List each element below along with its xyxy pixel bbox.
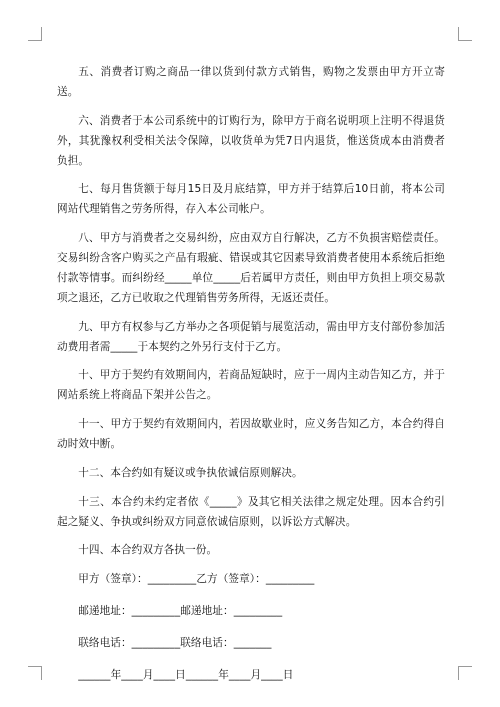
crop-mark-top-left-v xyxy=(41,27,42,41)
clause-10: 十、甲方于契约有效期间内，若商品短缺时，应于一周内主动告知乙方，并于网站系统上将商品下架并公告之。 xyxy=(57,369,445,402)
clause-9: 九、甲方有权参与乙方举办之各项促销与展览活动，需由甲方支付部份参加活动费用者需_____于本契约之外另行支付于乙方。 xyxy=(57,320,445,353)
crop-mark-bottom-left-v xyxy=(41,666,42,680)
clause-13: 十三、本合约未约定者依《_____》及其它相关法律之规定处理。因本合约引起之疑义、争执或纠纷双方同意依诚信原则，以诉讼方式解决。 xyxy=(57,495,445,528)
clause-7: 七、每月售货额于每月15日及月底结算，甲方并于结算后10日前，将本公司网站代理销售之劳务所得，存入本公司帐户。 xyxy=(57,183,445,216)
crop-mark-bottom-right-v xyxy=(458,666,459,680)
signature-line: 甲方（签章）：_________乙方（签章）：_________ xyxy=(78,572,315,585)
crop-mark-bottom-left-h xyxy=(28,666,42,667)
crop-mark-top-left-h xyxy=(28,40,42,41)
document-body xyxy=(57,62,445,697)
phone-line: 联络电话：_________联络电话：_______ xyxy=(78,636,272,649)
crop-mark-bottom-right-h xyxy=(458,666,472,667)
date-line: ______年____月____日______年____月____日 xyxy=(78,668,294,681)
clause-14: 十四、本合约双方各执一份。 xyxy=(78,544,218,557)
address-line: 邮递地址：_________邮递地址：_________ xyxy=(78,604,283,617)
clause-12: 十二、本合约如有疑议或争执依诚信原则解决。 xyxy=(78,466,303,479)
clause-6: 六、消费者于本公司系统中的订购行为，除甲方于商名说明项上注明不得退货外，其犹豫权利受相关法令保障，以收货单为凭7日内退货，惟送货成本由消费者负担。 xyxy=(57,114,445,167)
clause-11: 十一、甲方于契约有效期间内，若因故歇业时，应义务告知乙方，本合约得自动时效中断。 xyxy=(57,418,445,451)
crop-mark-top-right-h xyxy=(458,40,472,41)
crop-mark-top-right-v xyxy=(458,27,459,41)
clause-8: 八、甲方与消费者之交易纠纷，应由双方自行解决，乙方不负损害赔偿责任。交易纠纷含客户购买之产品有瑕疵、错误或其它因素导致消费者使用本系统后拒绝付款等情事。而纠纷经_____单位_____后若属甲方责任，则由甲方负担上项交易款项之退还，乙方已收取之代理销售劳务所得，无返还责任。 xyxy=(57,232,445,305)
clause-5: 五、消费者订购之商品一律以货到付款方式销售，购物之发票由甲方开立寄送。 xyxy=(57,66,445,98)
